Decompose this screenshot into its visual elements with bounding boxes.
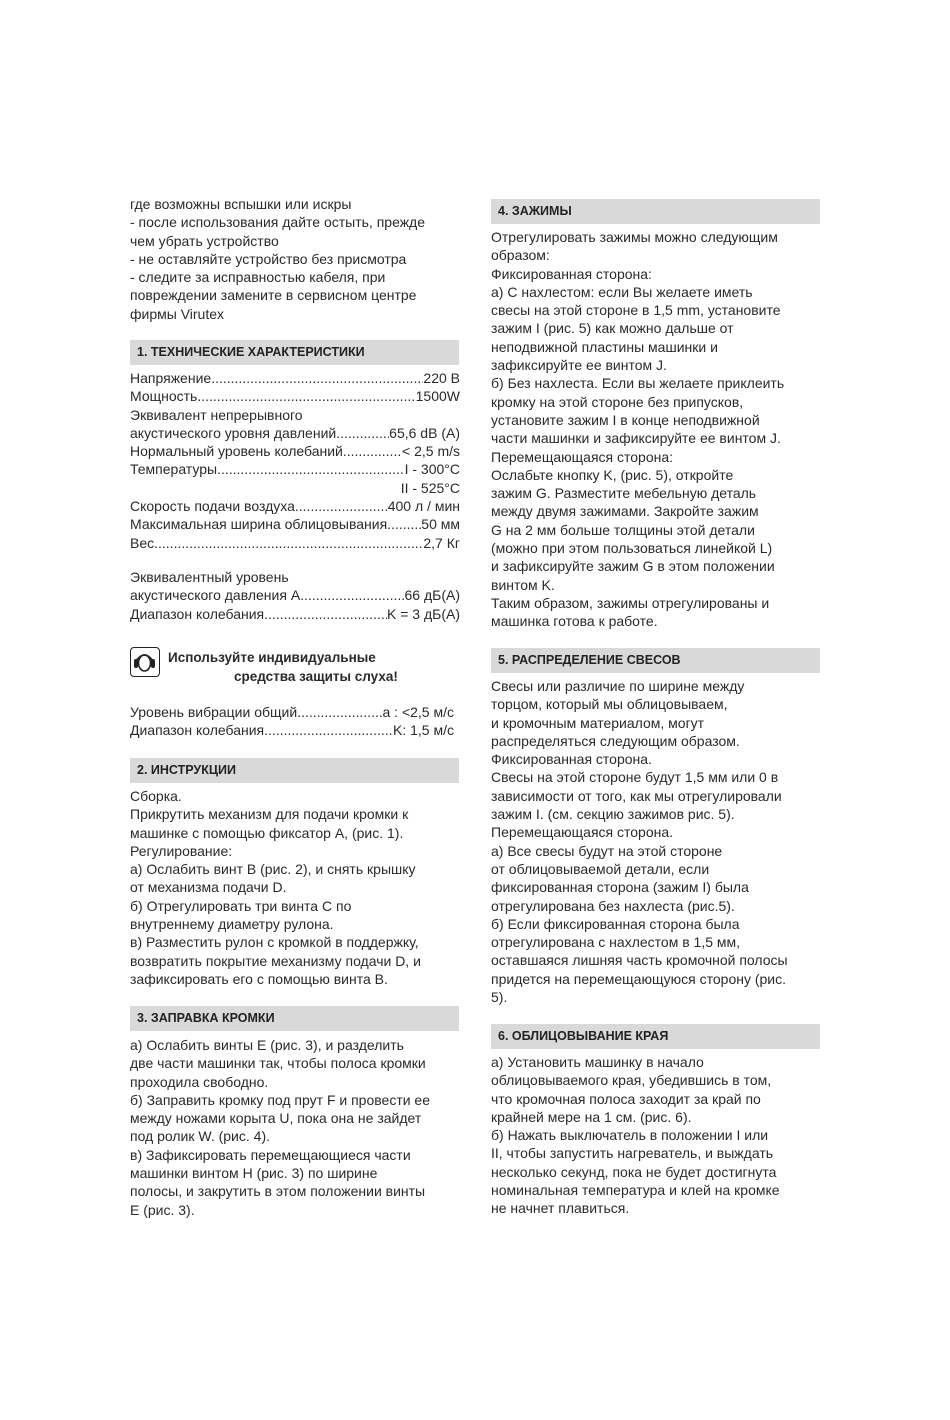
dot-leader (336, 424, 389, 442)
text-line: Отрегулировать зажимы можно следующим (491, 229, 778, 245)
vibration-specs (130, 703, 454, 740)
text-line: от механизма подачи D. (130, 879, 287, 896)
section-3-title: 3. ЗАПРАВКА КРОМКИ (130, 1006, 459, 1031)
spec-value: 1500W (415, 388, 460, 405)
spec-value: 400 л / мин (387, 498, 460, 515)
spec-row (130, 387, 460, 405)
spec-text: Эквивалент непрерывного (130, 406, 303, 423)
text-line: где возможны вспышки или искры (130, 196, 352, 212)
dot-leader (387, 515, 421, 533)
text-line: а) Ослабить винт B (рис. 2), и снять крышку (130, 861, 416, 878)
text-line: полосы, и закрутить в этом положении винты (130, 1183, 426, 1200)
spec-label: Диапазон колебания (130, 605, 265, 622)
spec-value: I - 300°C (404, 461, 460, 478)
text-line: между двумя зажимами. Закройте зажим (491, 503, 759, 520)
text-line: G на 2 мм больше толщины этой детали (491, 521, 755, 538)
text-line: чем убрать устройство (130, 232, 279, 249)
text-line: в) Разместить рулон с кромкой в поддержку, (130, 934, 419, 951)
spec-label: Уровень вибрации общий (130, 704, 298, 720)
text-line: машинке с помощью фиксатор A, (рис. 1). (130, 824, 404, 841)
spec-label: Мощность (130, 388, 198, 405)
text-line: зажим I. (см. секцию зажимов рис. 5). (491, 806, 735, 823)
text-line: б) Нажать выключатель в положении I или (491, 1127, 769, 1144)
section-5-title: 5. РАСПРЕДЕЛЕНИЕ СВЕСОВ (491, 648, 820, 673)
spec-value: 65,6 dB (A) (389, 424, 460, 441)
text-line: две части машинки так, чтобы полоса кромки (130, 1055, 426, 1072)
text-line: Свесы на этой стороне будут 1,5 мм или 0 в (491, 769, 779, 786)
text-line: б) Заправить кромку под прут F и провести ее (130, 1091, 431, 1108)
text-line: неподвижной пластины машинки и (491, 338, 718, 355)
text-line: а) Ослабить винты E (рис. 3), и разделить (130, 1037, 404, 1053)
text-line: зафиксируйте ее винтом J. (491, 357, 667, 374)
dot-leader (211, 369, 423, 387)
text-line: образом: (491, 247, 550, 264)
spec-value: 50 мм (421, 516, 460, 533)
text-line: - следите за исправностью кабеля, при (130, 269, 386, 286)
ear-protection-icon (130, 647, 160, 677)
spec-text: Эквивалентный уровень (130, 569, 289, 585)
spec-label: Температуры (130, 461, 218, 478)
text-line: свесы на этой стороне в 1,5 mm, установите (491, 302, 781, 319)
spec-label: Диапазон колебания (130, 722, 265, 739)
spec-value: a : <2,5 м/с (382, 704, 454, 720)
acoustic-specs (130, 568, 460, 623)
section-5-text (491, 677, 821, 1006)
text-line: оставшаяся лишняя часть кромочной полосы (491, 952, 788, 969)
text-line: б) Если фиксированная сторона была (491, 915, 740, 932)
section-6-text (491, 1053, 821, 1218)
text-line: а) Все свесы будут на этой стороне (491, 842, 723, 859)
dot-leader (295, 497, 388, 515)
spec-value: K: 1,5 м/с (393, 722, 454, 739)
text-line: отрегулирована с нахлестом в 1,5 мм, (491, 934, 741, 951)
text-line: Перемещающаяся сторона: (491, 448, 674, 465)
spec-value: 66 дБ(A) (404, 587, 460, 604)
text-line: торцом, который мы облицовываем, (491, 696, 728, 713)
spec-label: Скорость подачи воздуха (130, 498, 295, 515)
text-line: части машинки и зафиксируйте ее винтом J. (491, 430, 781, 447)
spec-row (130, 534, 460, 552)
hearing-protection-warning (130, 645, 460, 685)
spec-label: акустического давления A (130, 587, 301, 604)
text-line: E (рис. 3). (130, 1201, 195, 1218)
section-4-title: 4. ЗАЖИМЫ (491, 199, 820, 224)
section-1-title: 1. ТЕХНИЧЕСКИЕ ХАРАКТЕРИСТИКИ (130, 340, 459, 365)
text-line: (можно при этом пользоваться линейкой L) (491, 540, 773, 557)
dot-leader (300, 586, 404, 604)
text-line: Таким образом, зажимы отрегулированы и (491, 594, 770, 611)
text-line: Регулирование: (130, 842, 233, 859)
text-line: - не оставляйте устройство без присмотра (130, 250, 407, 267)
dot-leader (217, 460, 405, 478)
spec-row (130, 460, 460, 478)
spec-row (130, 586, 460, 604)
text-line: а) С нахлестом: если Вы желаете иметь (491, 283, 753, 300)
text-line: 5). (491, 989, 508, 1006)
text-line: зажим I (рис. 5) как можно дальше от (491, 320, 734, 337)
spec-value: < 2,5 m/s (402, 443, 460, 460)
spec-label: акустического уровня давлений (130, 424, 337, 441)
spec-value: 220 В (423, 370, 460, 386)
warning-line-2: средства защиты слуха! (234, 669, 398, 684)
section-2-text (130, 787, 460, 988)
dot-leader (154, 534, 423, 552)
text-line: фирмы Virutex (130, 305, 225, 322)
text-line: Свесы или различие по ширине между (491, 678, 745, 694)
text-line: установите зажим I в конце неподвижной (491, 411, 760, 428)
section-2-title: 2. ИНСТРУКЦИИ (130, 758, 459, 783)
text-line: возвратить покрытие механизму подачи D, и (130, 952, 421, 969)
spec-row (130, 369, 460, 387)
text-line: б) Отрегулировать три винта C по (130, 897, 352, 914)
text-line: - после использования дайте остыть, прежде (130, 214, 426, 231)
dot-leader (197, 387, 415, 405)
text-line: зависимости от того, как мы отрегулировали (491, 787, 782, 804)
text-line: облицовываемого края, убедившись в том, (491, 1072, 772, 1089)
text-line: несколько секунд, пока не будет достигнута (491, 1163, 777, 1180)
spec-row (130, 703, 454, 721)
text-line: винтом K. (491, 576, 555, 593)
text-line: придется на перемещающуюся сторону (рис. (491, 970, 787, 987)
section-3-text (130, 1036, 460, 1219)
dot-leader (343, 442, 402, 460)
text-line: II, чтобы запустить нагреватель, и выждать (491, 1145, 774, 1162)
text-line: не начнет плавиться. (491, 1200, 630, 1217)
text-line: кромку на этой стороне без припусков, (491, 393, 744, 410)
spec-row (130, 605, 460, 623)
text-line: номинальная температура и клей на кромке (491, 1182, 780, 1199)
text-line: машинка готова к работе. (491, 613, 658, 630)
text-line: а) Установить машинку в начало (491, 1054, 704, 1070)
text-line: внутреннему диаметру рулона. (130, 916, 334, 933)
text-line: между ножами корыта U, пока она не зайдет (130, 1110, 422, 1127)
text-line: и кромочным материалом, могут (491, 714, 705, 731)
spec-value: 2,7 Кг (423, 534, 460, 551)
text-line: крайней мере на 1 см. (рис. 6). (491, 1108, 692, 1125)
text-line: Сборка. (130, 788, 182, 804)
text-line: фиксированная сторона (зажим I) была (491, 879, 749, 896)
spec-label: Нормальный уровень колебаний (130, 443, 343, 460)
specs-list (130, 369, 460, 552)
text-line: б) Без нахлеста. Если вы желаете приклеить (491, 375, 785, 392)
spec-label: Максимальная ширина облицовывания (130, 516, 388, 533)
spec-row (130, 721, 454, 739)
spec-value: K = 3 дБ(A) (387, 605, 460, 622)
text-line: Фиксированная сторона. (491, 751, 652, 768)
text-line: распределяться следующим образом. (491, 732, 740, 749)
dot-leader (264, 605, 387, 623)
text-line: зафиксировать его с помощью винта B. (130, 970, 388, 987)
text-line: Фиксированная сторона: (491, 265, 652, 282)
text-line: повреждении замените в сервисном центре (130, 287, 417, 304)
spec-label: Напряжение (130, 370, 212, 386)
text-line: машинки винтом H (рис. 3) по ширине (130, 1165, 378, 1182)
text-line: Перемещающаяся сторона. (491, 824, 674, 841)
text-line: проходила свободно. (130, 1073, 269, 1090)
text-line: Ослабьте кнопку K, (рис. 5), откройте (491, 466, 734, 483)
spec-row (130, 424, 460, 442)
text-line: что кромочная полоса заходит за край по (491, 1090, 761, 1107)
spec-text: II - 525°C (400, 479, 460, 496)
dot-leader (297, 703, 382, 721)
text-line: отрегулирована без нахлеста (рис.5). (491, 897, 735, 914)
dot-leader (264, 721, 393, 739)
section-6-title: 6. ОБЛИЦОВЫВАНИЕ КРАЯ (491, 1024, 820, 1049)
warning-line-1: Используйте индивидуальные (168, 650, 376, 665)
text-line: в) Зафиксировать перемещающиеся части (130, 1146, 411, 1163)
spec-row (130, 515, 460, 533)
text-line: зажим G. Разместите мебельную деталь (491, 485, 757, 502)
section-4-text (491, 228, 821, 631)
spec-row (130, 442, 460, 460)
text-line: от облицовываемой детали, если (491, 860, 710, 877)
text-line: и зафиксируйте зажим G в этом положении (491, 558, 775, 575)
text-line: под ролик W. (рис. 4). (130, 1128, 270, 1145)
text-line: Прикрутить механизм для подачи кромки к (130, 806, 409, 823)
intro-text (130, 195, 460, 323)
spec-label: Вес (130, 534, 155, 551)
spec-row (130, 497, 460, 515)
